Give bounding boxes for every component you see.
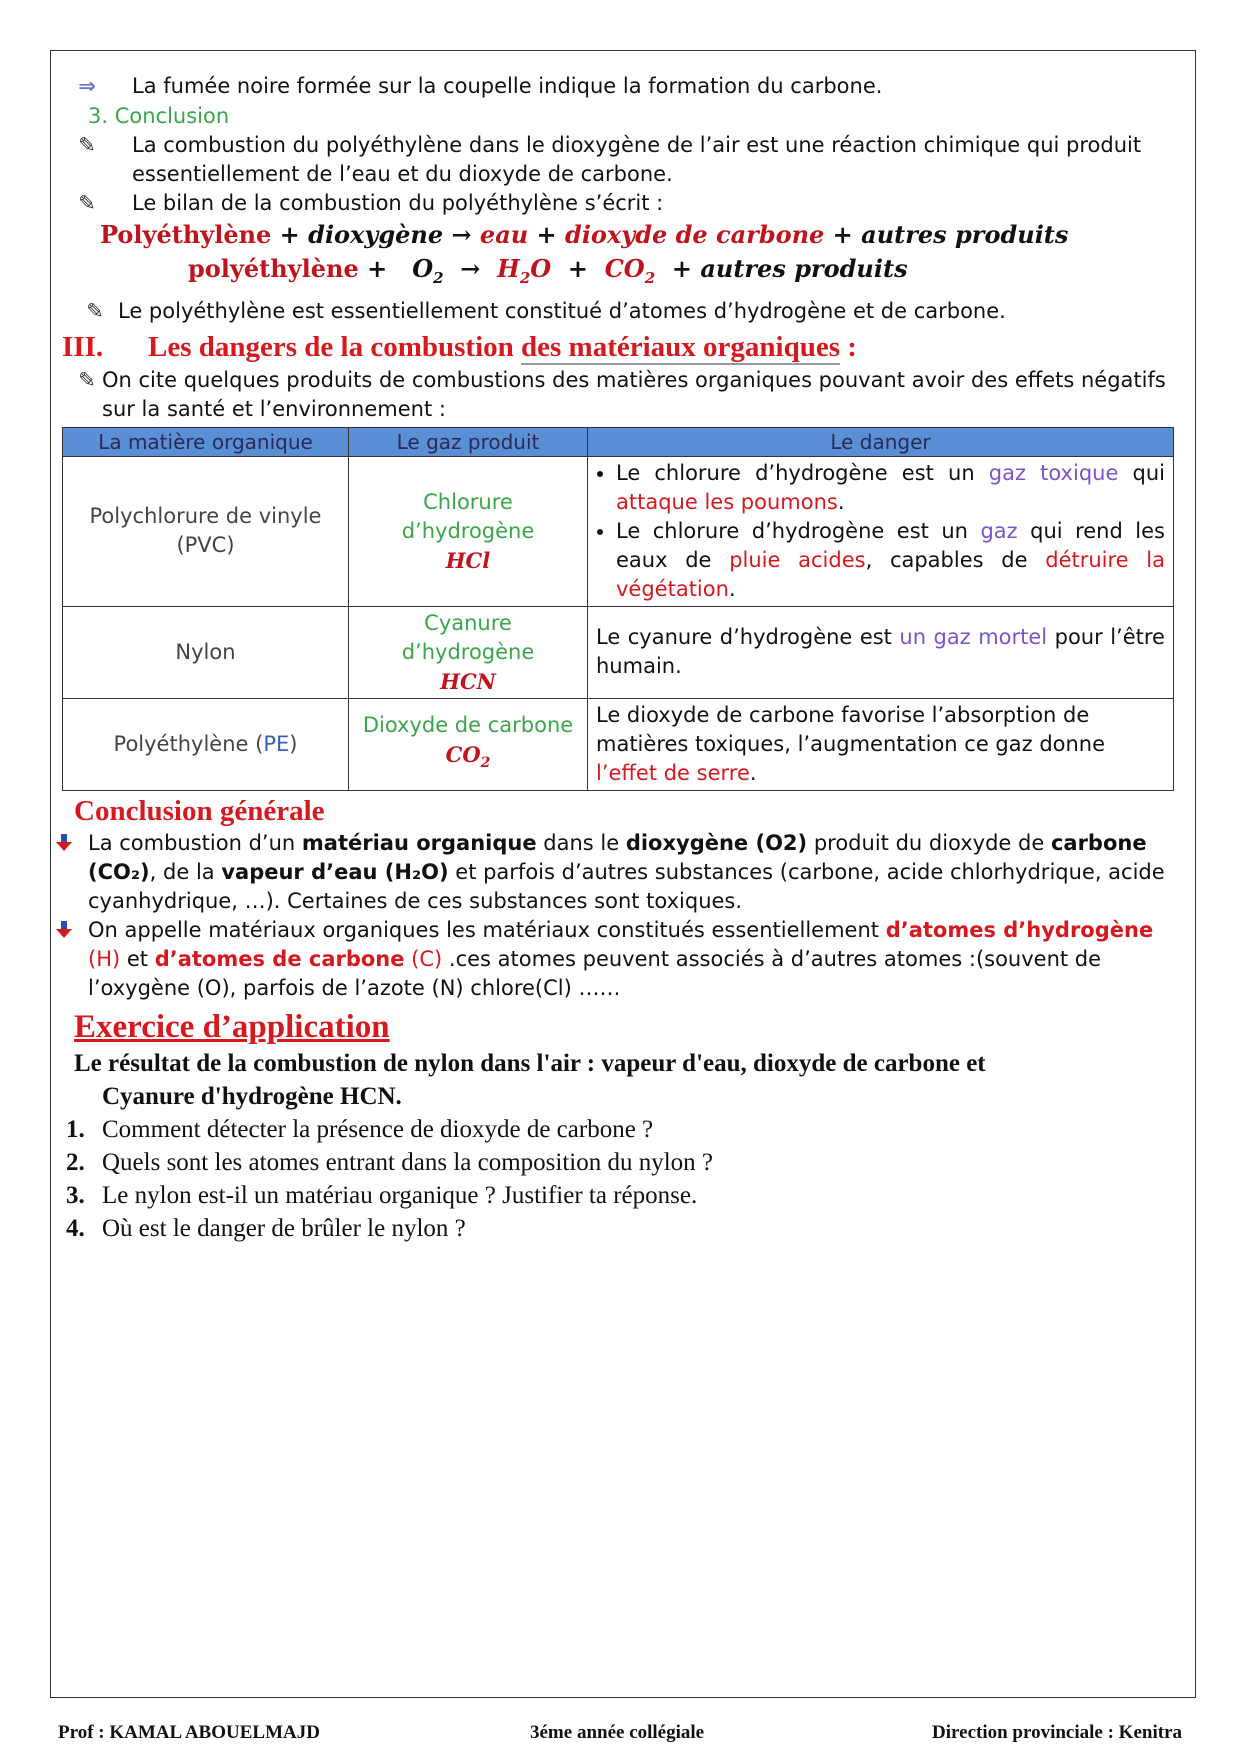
table-row (63, 456, 1174, 606)
pencil-icon: ✎ (86, 298, 104, 323)
question-item: 1. Comment détecter la présence de dioxyde de carbone ? (66, 1115, 654, 1143)
bullet-combustion: ✎ La combustion du polyéthylène dans le dioxygène de l’air est une réaction chimique qui produit essentiellement de l’eau et du dioxyde de carbone. (62, 131, 1182, 189)
bullet-bilan: ✎ Le bilan de la combustion du polyéthylène s’écrit : (62, 189, 1182, 218)
arrow-down-bullet-icon (54, 833, 74, 853)
table-header-cell: La matière organique (63, 427, 349, 456)
conclusion-paragraph-1: La combustion d’un matériau organique dans le dioxygène (O2) produit du dioxyde de carbone (CO₂), de la vapeur d’eau (H₂O) et parfois d’autres substances (carbone, acide chlorhydrique, acide cyanhydrique, …). Certaines de ces substances sont toxiques. (62, 829, 1182, 916)
exercise-statement: Le résultat de la combustion de nylon dans l'air : vapeur d'eau, dioxyde de carbone et Cyanure d'hydrogène HCN. (74, 1049, 986, 1110)
bullet-constitution: ✎ Le polyéthylène est essentiellement constitué d’atomes d’hydrogène et de carbone. (62, 297, 1182, 326)
equation-words: Polyéthylène + dioxygène → eau + dioxyde de carbone + autres produits (100, 220, 1069, 249)
list-item: • Le chlorure d’hydrogène est un gaz qui rend les eaux de pluie acides, capables de détruire la végétation. (616, 517, 1165, 604)
dangers-intro: ✎ On cite quelques produits de combustions des matières organiques pouvant avoir des effets négatifs sur la santé et l’environnement : (62, 366, 1182, 424)
dangers-table (62, 427, 1174, 791)
list-item: • Le chlorure d’hydrogène est un gaz toxique qui attaque les poumons. (616, 459, 1165, 517)
question-item: 3. Le nylon est-il un matériau organique ? Justifier ta réponse. (66, 1181, 698, 1209)
cell-matiere: Polyéthylène (PE) (63, 698, 349, 790)
cell-gaz: Dioxyde de carbone $CO_2$ (349, 698, 588, 790)
subheading-conclusion: 3. Conclusion (88, 104, 230, 128)
table-row (63, 606, 1174, 698)
double-arrow-icon: ⇒ (78, 74, 96, 98)
equation-formulas: polyéthylène + $O_2 \to H_2O + CO_2$ + autres produits (188, 254, 908, 287)
question-item: 4. Où est le danger de brûler le nylon ? (66, 1214, 466, 1242)
cell-matiere: Polychlorure de vinyle (PVC) (63, 456, 349, 606)
pencil-icon: ✎ (78, 367, 96, 392)
question-item: 2. Quels sont les atomes entrant dans la composition du nylon ? (66, 1148, 714, 1176)
conclusion-paragraph-2: On appelle matériaux organiques les matériaux constitués essentiellement d’atomes d’hydrogène (H) et d’atomes de carbone (C) .ces atomes peuvent associés à d’autres atomes :(souvent de l’oxygène (O), parfois de l’azote (N) chlore(Cl) …… (62, 916, 1182, 1003)
general-conclusion-title: Conclusion générale (74, 794, 325, 827)
cell-matiere: Nylon (63, 606, 349, 698)
pencil-icon: ✎ (78, 191, 96, 215)
exercise-title: Exercice d’application (74, 1008, 390, 1045)
table-header-cell: Le gaz produit (349, 427, 588, 456)
arrow-down-bullet-icon (54, 920, 74, 940)
table-header-cell: Le danger (588, 427, 1174, 456)
cell-gaz: Cyanure d’hydrogène HCN (349, 606, 588, 698)
cell-danger (588, 456, 1174, 606)
cell-danger: Le dioxyde de carbone favorise l’absorption de matières toxiques, l’augmentation ce gaz donne l’effet de serre. (588, 698, 1174, 790)
section-heading-dangers: III. Les dangers de la combustion des matériaux organiques : (62, 330, 857, 363)
pencil-icon: ✎ (78, 133, 96, 157)
footer-author: Prof : KAMAL ABOUELMAJD (58, 1722, 320, 1743)
footer-level: 3éme année collégiale (530, 1722, 705, 1743)
cell-gaz: Chlorure d’hydrogène HCl (349, 456, 588, 606)
footer-direction: Direction provinciale : Kenitra (932, 1722, 1182, 1743)
table-header-row (63, 427, 1174, 456)
page-content (62, 72, 1182, 1245)
table-row (63, 698, 1174, 790)
cell-danger: Le cyanure d’hydrogène est un gaz mortel pour l’être humain. (588, 606, 1174, 698)
result-line: ⇒ La fumée noire formée sur la coupelle indique la formation du carbone. (62, 72, 1182, 101)
